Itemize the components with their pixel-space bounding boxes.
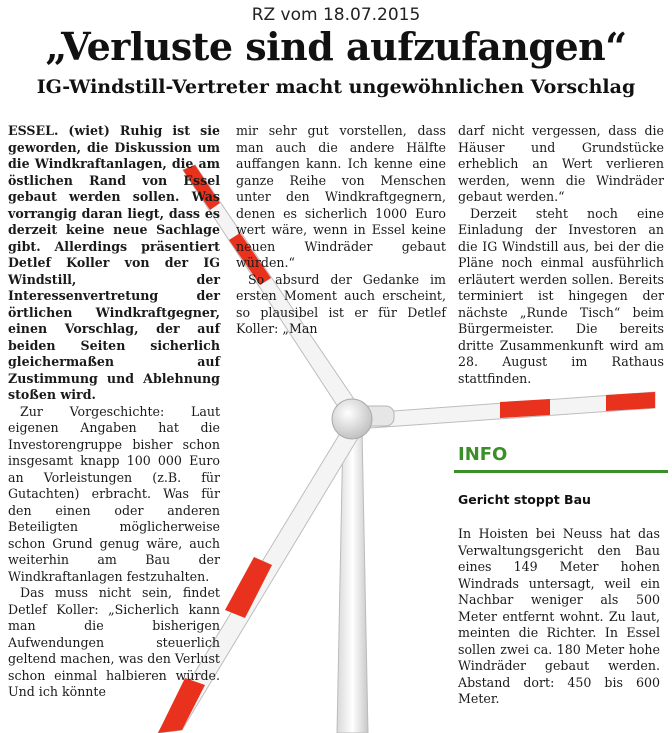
article-column-3	[458, 123, 664, 387]
article-paragraph: darf nicht vergessen, dass die Häuser und Grundstücke erheblich an Wert verlieren werden, wenn die Windräder gebaut werden.“	[458, 123, 664, 204]
article-paragraph: Zur Vorgeschichte: Laut eigenen Angaben hat die Investorengruppe bisher schon insgesamt knapp 100 000 Euro an Vorleistungen (z.B. für Gutachten) erbracht. Was für den einen oder anderen Beteiligten möglicherweise schon Grund genug wäre, auch weiterhin am Bau der Windkraftanlagen festzuhalten.	[8, 403, 220, 584]
article-lead: ESSEL. (wiet) Ruhig ist sie geworden, die Diskussion um die Windkraftanlagen, die am östlichen Rand von Essel gebaut werden sollen. Was vorrangig daran liegt, dass es derzeit keine neue Sachlage gibt. Allerdings präsentiert Detlef Koller von der IG Windstill, der Interessenvertretung der örtlichen Windkraftgegner, einen Vorschlag, der auf beiden Seiten sicherlich gleichermaßen auf Zustimmung und Ablehnung stoßen wird.	[8, 123, 220, 402]
info-title: Gericht stoppt Bau	[458, 492, 591, 507]
article-paragraph: Das muss nicht sein, findet Detlef Koller: „Sicherlich kann man die bisherigen Aufwendungen steuerlich geltend machen, was den Verlust schon einmal halbieren würde. Und ich könnte	[8, 585, 220, 699]
info-divider	[454, 470, 668, 473]
article-paragraph: Derzeit steht noch eine Einladung der Investoren an die IG Windstill aus, bei der die Pläne noch einmal ausführlich erläutert werden sollen. Bereits terminiert ist hingegen der nächste „Runde Tisch“ beim Bürgermeister. Die bereits dritte Zusammenkunft wird am 28. August im Rathaus stattfinden.	[458, 205, 664, 386]
headline: „Verluste sind aufzufangen“	[45, 24, 627, 69]
source-line: RZ vom 18.07.2015	[251, 5, 421, 25]
article-paragraph: mir sehr gut vorstellen, dass man auch die andere Hälfte auffangen kann. Ich kenne eine ganze Reihe von Menschen unter den Windkraftgegnern, denen es sicherlich 1000 Euro wert wäre, wenn in Essel keine neuen Windräder gebaut würden.“	[236, 123, 446, 270]
info-heading: INFO	[458, 444, 508, 465]
info-body: In Hoisten bei Neuss hat das Verwaltungsgericht den Bau eines 149 Meter hohen Windrads untersagt, weil ein Nachbar weniger als 500 Meter entfernt wohnt. Zu laut, meinten die Richter. In Essel sollen zwei ca. 180 Meter hohe Windräder gebaut werden. Abstand dort: 450 bis 600 Meter.	[458, 526, 660, 706]
article-column-2	[236, 123, 446, 338]
article-column-1	[8, 123, 220, 701]
blade-right	[365, 392, 655, 428]
subheadline: IG-Windstill-Vertreter macht ungewöhnlichen Vorschlag	[36, 76, 636, 98]
info-box	[446, 430, 672, 733]
article-paragraph: So absurd der Gedanke im ersten Moment auch erscheint, so plausibel ist er für Detlef Koller: „Man	[236, 271, 446, 336]
